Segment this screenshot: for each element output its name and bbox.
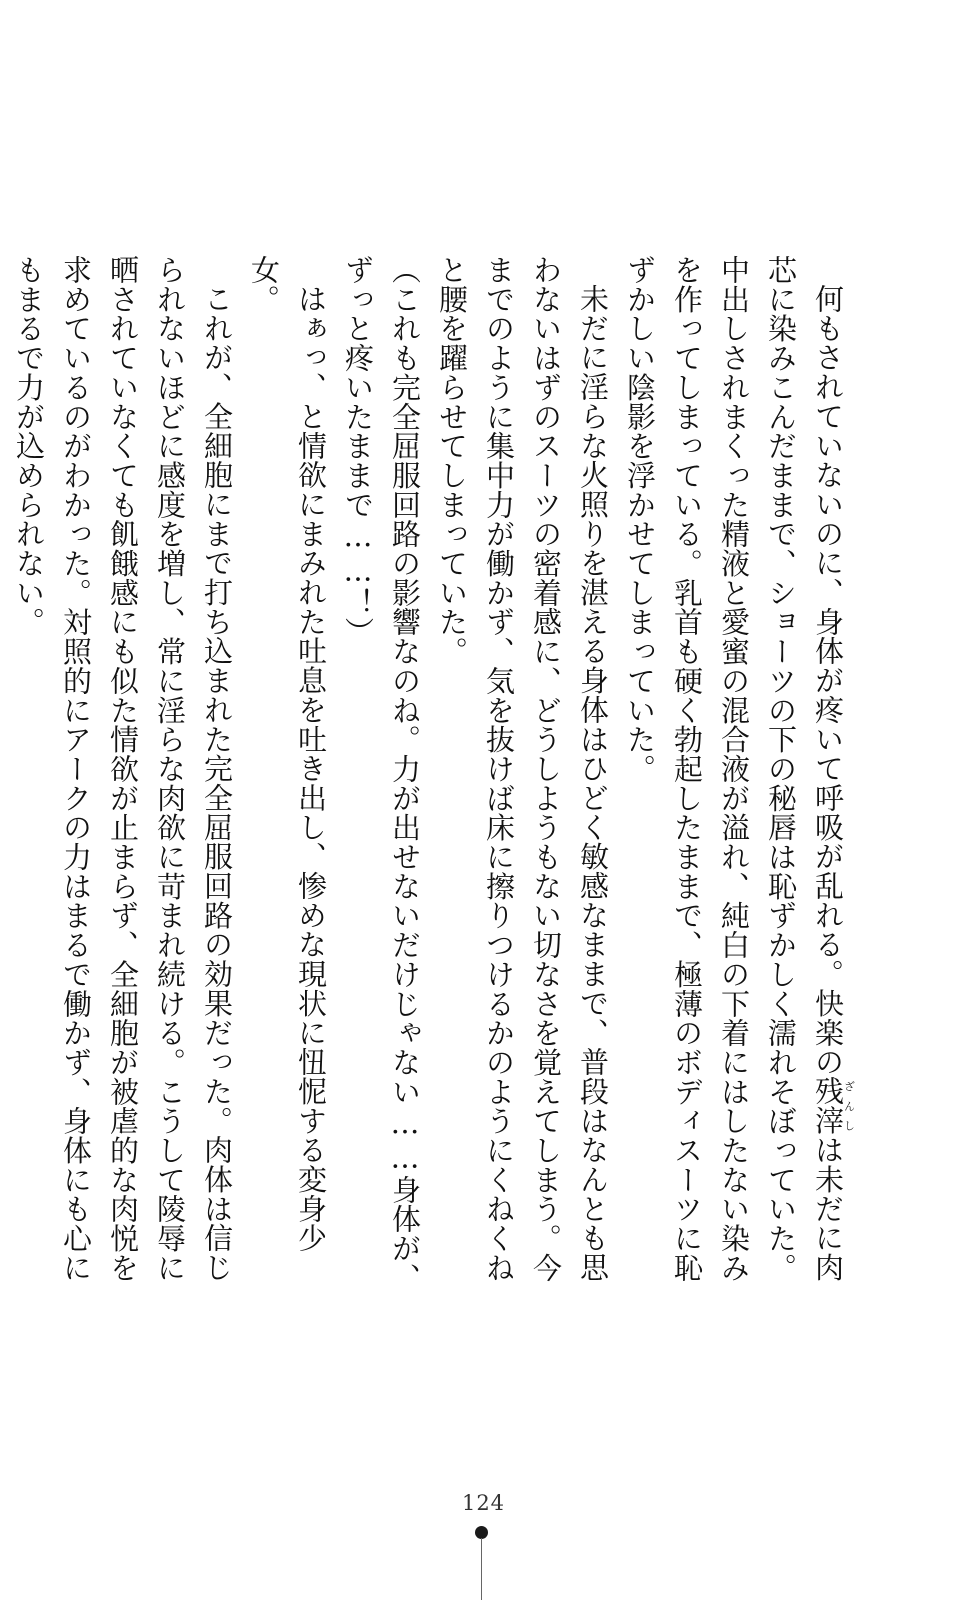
paragraph-1: [616, 255, 855, 1295]
page-number: 124: [461, 1491, 506, 1515]
paragraph-1-text: 何もされていないのに、身体が疼いて呼吸が乱れる。快楽の: [811, 284, 845, 1077]
paragraph-2: 未だに淫らな火照りを湛える身体はひどく敏感なままで、普段はなんとも思わないはずのスーツの密着感に、どうしようもない切なさを覚えてしまう。今までのように集中力が働かず、気を抜けば床に擦りつけるかのようにくねくねと腰を躍らせてしまっていた。: [435, 255, 610, 1283]
paragraph-4: はぁっ、と情欲にまみれた吐息を吐き出し、惨めな現状に忸怩する変身少女。: [247, 255, 328, 1253]
main-text-column: [12, 255, 856, 1295]
page-marker-line: [481, 1538, 482, 1600]
paragraph-1-continuation: は未だに肉芯に染みこんだままで、ショーツの下の秘唇は恥ずかしく濡れそぼっていた。中出しされまくった精液と愛蜜の混合液が溢れ、純白の下着にはしたない染みを作ってしまっている。乳首も硬く勃起したままで、極薄のボディスーツに恥ずかしい陰影を浮かせてしまっていた。: [623, 255, 845, 1283]
ruby-base: 残滓: [811, 1076, 845, 1136]
paragraph-3-inner-voice: （これも完全屈服回路の影響なのね。力が出せないだけじゃない……身体が、ずっと疼いたままで……！）: [341, 255, 422, 1293]
paragraph-5: これが、全細胞にまで打ち込まれた完全屈服回路の効果だった。肉体は信じられないほどに感度を増し、常に淫らな肉欲に苛まれ続ける。こうして陵辱に晒されていなくても飢餓感にも似た情欲が止まらず、全細胞が被虐的な肉悦を求めているのがわかった。対照的にアークの力はまるで働かず、身体にも心にもまるで力が込められない。: [12, 255, 234, 1283]
paragraph-6-inner-voice: [0, 255, 5, 1295]
ruby-reading: ざんし: [842, 1076, 856, 1136]
ruby-annotation: [811, 1076, 856, 1136]
